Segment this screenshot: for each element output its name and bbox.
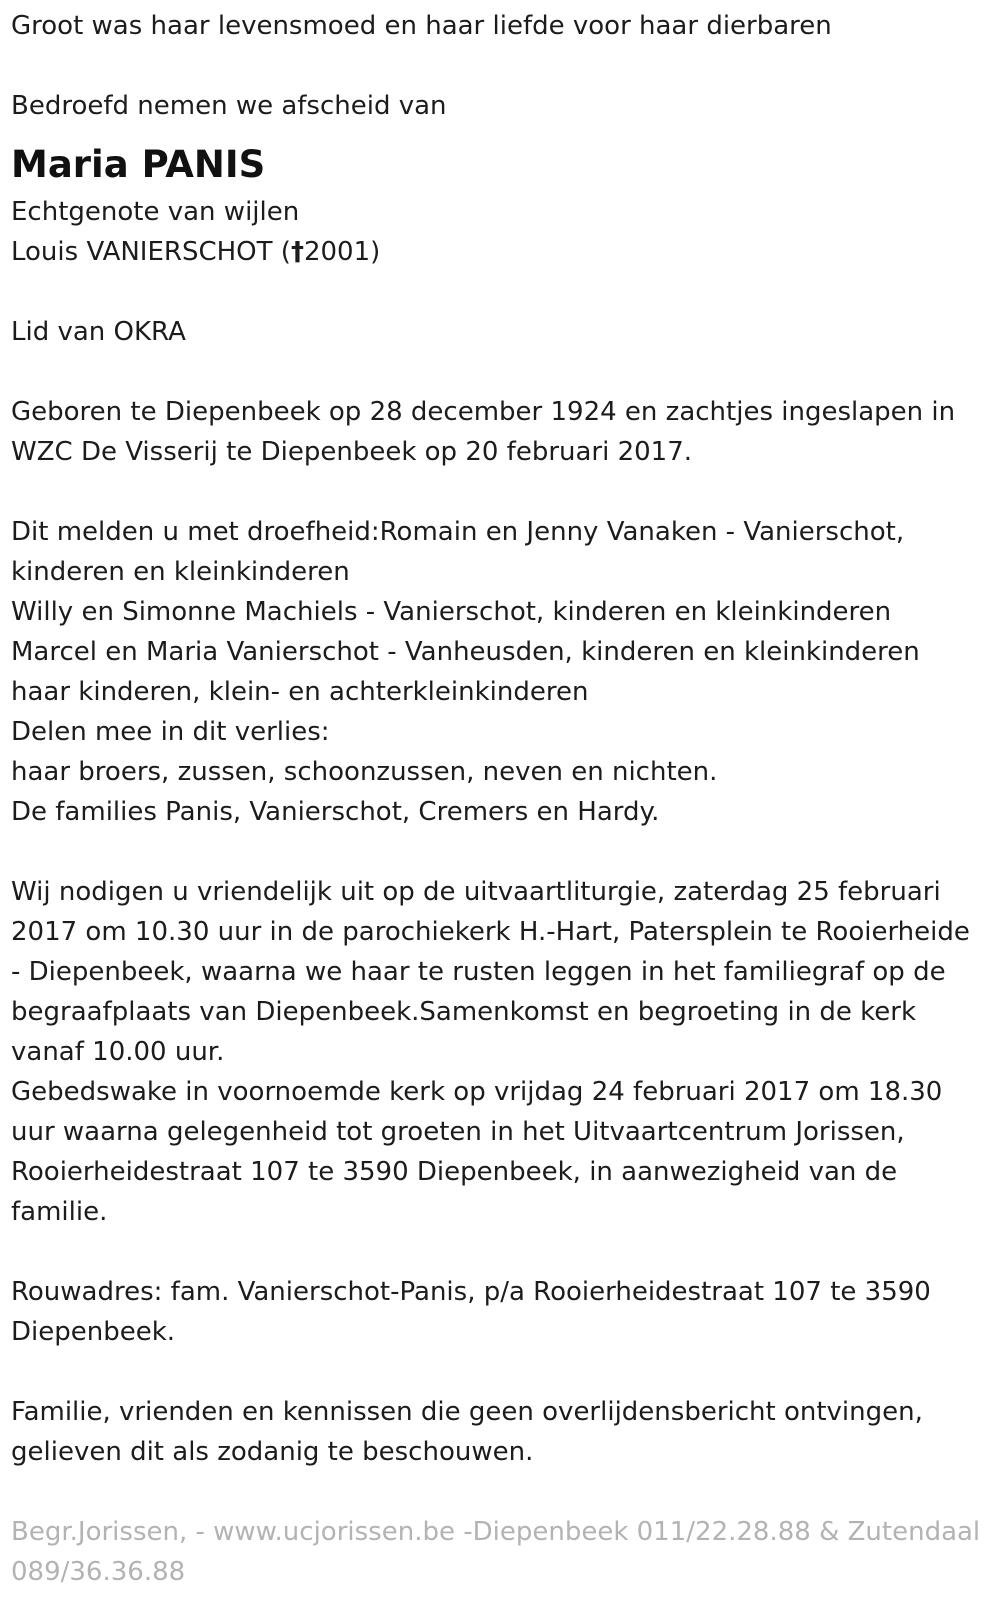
- spacer: [11, 352, 990, 392]
- funeral-line: Gebedswake in voornoemde kerk op vrijdag 24 februari 2017 om 18.30: [11, 1077, 943, 1107]
- family-line: De families Panis, Vanierschot, Cremers en Hardy.: [11, 797, 660, 827]
- spouse-name: Louis VANIERSCHOT (: [11, 237, 291, 267]
- address-line: Rouwadres: fam. Vanierschot-Panis, p/a Rooierheidestraat 107 te 3590: [11, 1277, 931, 1307]
- intro-text: Bedroefd nemen we afscheid van: [11, 91, 447, 121]
- notice-line: gelieven dit als zodanig te beschouwen.: [11, 1437, 534, 1467]
- funeral-line: begraafplaats van Diepenbeek.Samenkomst en begroeting in de kerk: [11, 997, 917, 1027]
- family-line: haar kinderen, klein- en achterkleinkinderen: [11, 677, 589, 707]
- family-line: Willy en Simonne Machiels - Vanierschot, kinderen en kleinkinderen: [11, 597, 892, 627]
- family-line: Delen mee in dit verlies:: [11, 717, 330, 747]
- funeral-line: - Diepenbeek, waarna we haar te rusten leggen in het familiegraf op de: [11, 957, 946, 987]
- address-line: Diepenbeek.: [11, 1317, 176, 1347]
- cross-icon: †: [290, 237, 304, 267]
- spacer: [11, 272, 990, 312]
- funeral-line: vanaf 10.00 uur.: [11, 1037, 225, 1067]
- funeral-line: familie.: [11, 1197, 108, 1227]
- funeral-line: uur waarna gelegenheid tot groeten in het Uitvaartcentrum Jorissen,: [11, 1117, 905, 1147]
- notice-line: Familie, vrienden en kennissen die geen overlijdensbericht ontvingen,: [11, 1397, 923, 1427]
- family-line: haar broers, zussen, schoonzussen, neven en nichten.: [11, 757, 718, 787]
- motto: Groot was haar levensmoed en haar liefde voor haar dierbaren: [11, 11, 832, 41]
- spacer: [11, 832, 990, 872]
- spouse-line-1: Echtgenote van wijlen: [11, 197, 300, 227]
- spouse-line-2: [11, 232, 990, 272]
- funeral-line: 2017 om 10.30 uur in de parochiekerk H.-Hart, Patersplein te Rooierheide: [11, 917, 970, 947]
- footer-line: 089/36.36.88: [11, 1557, 186, 1587]
- funeral-line: Wij nodigen u vriendelijk uit op de uitvaartliturgie, zaterdag 25 februari: [11, 877, 941, 907]
- birth-death-line: Geboren te Diepenbeek op 28 december 1924 en zachtjes ingeslapen in: [11, 397, 956, 427]
- spacer: [11, 1352, 990, 1392]
- deceased-name: Maria PANIS: [11, 143, 266, 186]
- spacer: [11, 46, 990, 86]
- birth-death-line: WZC De Visserij te Diepenbeek op 20 februari 2017.: [11, 437, 693, 467]
- family-line: Marcel en Maria Vanierschot - Vanheusden, kinderen en kleinkinderen: [11, 637, 920, 667]
- funeral-line: Rooierheidestraat 107 te 3590 Diepenbeek, in aanwezigheid van de: [11, 1157, 898, 1187]
- family-line: Dit melden u met droefheid:Romain en Jenny Vanaken - Vanierschot,: [11, 517, 905, 547]
- membership: Lid van OKRA: [11, 317, 186, 347]
- spacer: [11, 1232, 990, 1272]
- family-line: kinderen en kleinkinderen: [11, 557, 350, 587]
- footer-line: Begr.Jorissen, - www.ucjorissen.be -Diepenbeek 011/22.28.88 & Zutendaal: [11, 1517, 981, 1547]
- spacer: [11, 472, 990, 512]
- spouse-death-year: 2001): [303, 237, 381, 267]
- spacer: [11, 1472, 990, 1512]
